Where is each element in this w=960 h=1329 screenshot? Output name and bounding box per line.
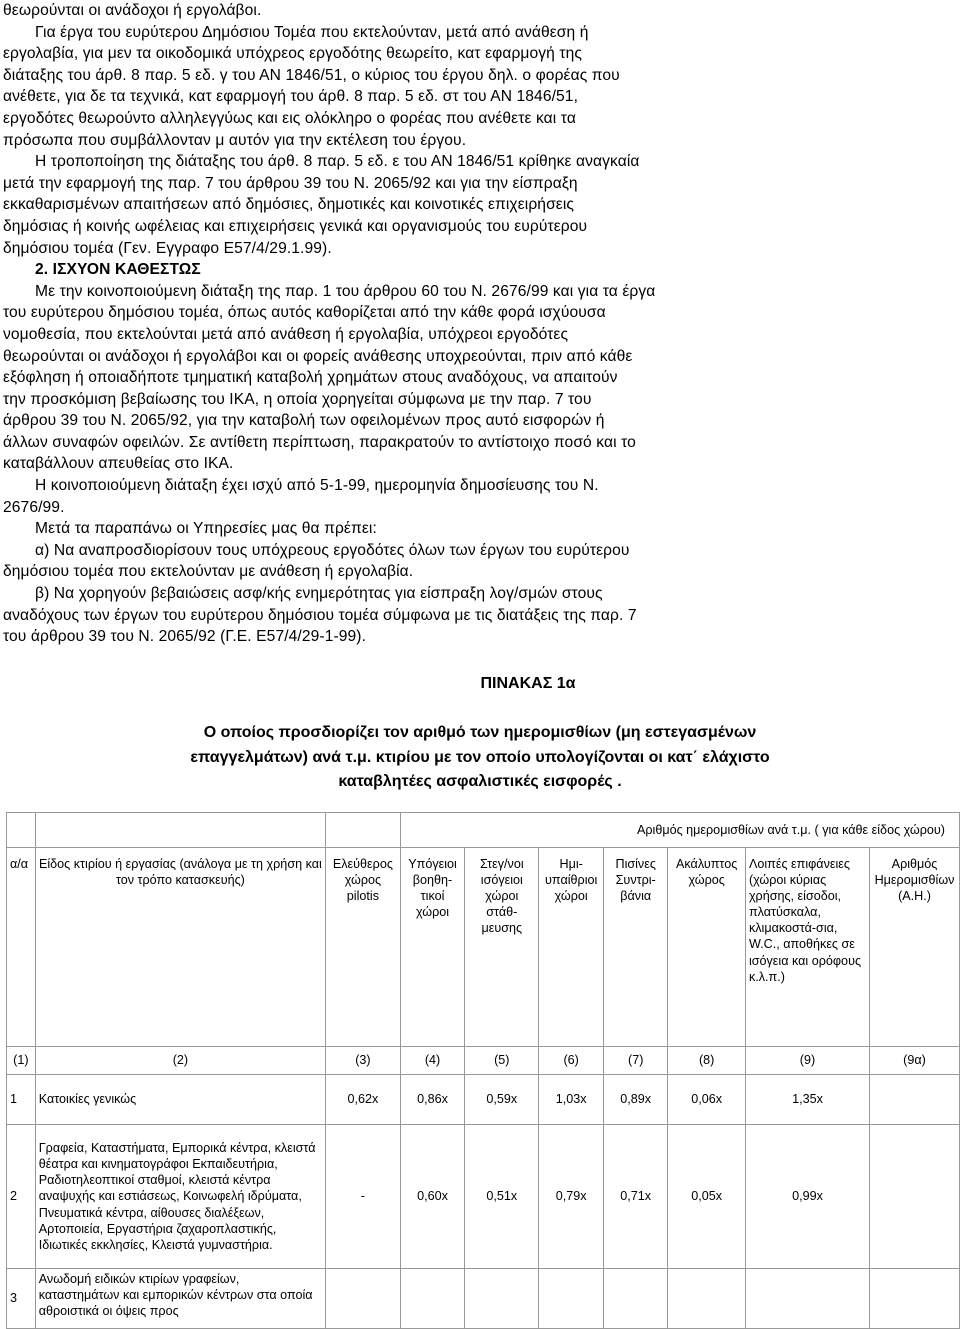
value-cell	[539, 1269, 604, 1329]
header-cell: Πισίνες Συντρι-βάνια	[604, 848, 668, 1047]
table-title: ΠΙΝΑΚΑΣ 1α	[480, 675, 576, 692]
value-cell: 0,05x	[668, 1125, 746, 1269]
row-number: 3	[7, 1269, 36, 1329]
text-line: πρόσωπα που συμβάλλονταν μ αυτόν για την εκτέλεση του έργου.	[3, 131, 467, 149]
header-cell: α/α	[7, 848, 36, 1047]
text-line: του ευρύτερου δημόσιου τομέα, όπως αυτός καθορίζεται από την κάθε φορά ισχύουσα	[3, 304, 606, 322]
table-subtitle-line: επαγγελμάτων) ανά τ.μ. κτιρίου με τον οποίο υπολογίζονται οι κατ΄ ελάχιστο	[190, 748, 770, 766]
text-line: άρθρου 39 του Ν. 2065/92, για την καταβολή των οφειλομένων προς αυτό εισφορών ή	[3, 412, 605, 430]
column-number: (8)	[668, 1047, 746, 1075]
table-row	[7, 1075, 960, 1125]
value-cell	[870, 1125, 960, 1269]
text-line: διάταξης του άρθ. 8 παρ. 5 εδ. γ του ΑΝ 1846/51, ο κύριος του έργου δηλ. ο φορέας που	[3, 66, 620, 84]
column-number: (9α)	[870, 1047, 960, 1075]
text-line: ανέθετε, για δε τα τεχνικά, κατ εφαρμογή του άρθ. 8 παρ. 5 εδ. στ του ΑΝ 1846/51,	[3, 88, 579, 106]
text-line: Μετά τα παραπάνω οι Υπηρεσίες μας θα πρέπει:	[35, 520, 377, 538]
column-number: (5)	[465, 1047, 539, 1075]
group-header: Αριθμός ημερομισθίων ανά τ.μ. ( για κάθε είδος χώρου)	[400, 813, 959, 848]
value-cell: 1,03x	[539, 1075, 604, 1125]
value-cell: 0,59x	[465, 1075, 539, 1125]
blank-cell	[7, 813, 36, 848]
header-cell: Λοιπές επιφάνειες (χώροι κύριας χρήσης, είσοδοι, πλατύσκαλα, κλιμακοστά-σια, W.C., αποθήκες σε ισόγεια και ορόφους κ.λ.π.)	[745, 848, 869, 1047]
row-number: 2	[7, 1125, 36, 1269]
value-cell: 0,62x	[326, 1075, 401, 1125]
text-line: Με την κοινοποιούμενη διάταξη της παρ. 1 του άρθρου 60 του Ν. 2676/99 και για τα έργα	[35, 282, 656, 300]
text-line: άλλων συναφών οφειλών. Σε αντίθετη περίπτωση, παρακρατούν το αντίστοιχο ποσό και το	[3, 433, 636, 451]
value-cell: 0,99x	[745, 1125, 869, 1269]
value-cell	[870, 1269, 960, 1329]
column-number: (2)	[35, 1047, 325, 1075]
row-description: Κατοικίες γενικώς	[35, 1075, 325, 1125]
text-line: δημόσιου τομέα (Γεν. Εγγραφο Ε57/4/29.1.99).	[3, 239, 332, 257]
blank-cell	[326, 813, 401, 848]
table-row	[7, 1269, 960, 1329]
header-cell: Ακάλυπτος χώρος	[668, 848, 746, 1047]
header-cell: Ημι-υπαίθριοι χώροι	[539, 848, 604, 1047]
table-subtitle-line: καταβλητέες ασφαλιστικές εισφορές .	[338, 773, 622, 790]
body-text	[3, 0, 955, 648]
value-cell	[604, 1269, 668, 1329]
column-number: (6)	[539, 1047, 604, 1075]
table-row	[7, 1125, 960, 1269]
blank-cell	[35, 813, 325, 848]
text-line: θεωρούνται οι ανάδοχοι ή εργολάβοι.	[3, 2, 262, 19]
header-cell: Υπόγειοι βοηθη-τικοί χώροι	[400, 848, 465, 1047]
value-cell	[465, 1269, 539, 1329]
header-cell: Στεγ/νοι ισόγειοι χώροι στάθ-μευσης	[465, 848, 539, 1047]
table-subtitle	[0, 721, 960, 795]
value-cell: 0,51x	[465, 1125, 539, 1269]
header-cell: Είδος κτιρίου ή εργασίας (ανάλογα με τη χρήση και τον τρόπο κατασκευής)	[35, 848, 325, 1047]
value-cell	[668, 1269, 746, 1329]
row-number: 1	[7, 1075, 36, 1125]
text-line: Για έργα του ευρύτερου Δημόσιου Τομέα που εκτελούνταν, μετά από ανάθεση ή	[35, 23, 589, 41]
header-row	[7, 848, 960, 1047]
row-description: Ανωδομή ειδικών κτιρίων γραφείων, καταστημάτων και εμπορικών κέντρων στα οποία αθροιστικά οι όψεις προς	[35, 1269, 325, 1329]
column-number: (9)	[745, 1047, 869, 1075]
text-line: εργοδότες θεωρούντο αλληλεγγύως και εις ολόκληρο ο φορέας που ανέθετε και τα	[3, 109, 576, 127]
text-line: αναδόχους των έργων του ευρύτερου δημόσιου τομέα σύμφωνα με τις διατάξεις της παρ. 7	[3, 606, 637, 624]
text-line: νομοθεσία, που εκτελούνται μετά από ανάθεση ή εργολαβία, υπόχρεοι εργοδότες	[3, 325, 569, 343]
header-cell: Ελεύθερος χώρος pilotis	[326, 848, 401, 1047]
text-line: του άρθρου 39 του Ν. 2065/92 (Γ.Ε. Ε57/4/29-1-99).	[3, 628, 367, 646]
text-line: δημόσιας ή κοινής ωφέλειας και επιχειρήσεις γενικά και οργανισμούς του ευρύτερου	[3, 217, 588, 235]
value-cell: -	[326, 1125, 401, 1269]
text-line: εργολαβία, για μεν τα οικοδομικά υπόχρεος εργοδότης θεωρείτο, κατ εφαρμογή της	[3, 45, 583, 63]
value-cell	[400, 1269, 465, 1329]
text-line: 2676/99.	[3, 498, 65, 516]
value-cell	[870, 1075, 960, 1125]
value-cell: 0,71x	[604, 1125, 668, 1269]
value-cell: 0,60x	[400, 1125, 465, 1269]
column-number: (7)	[604, 1047, 668, 1075]
text-line: καταβάλλουν απευθείας στο ΙΚΑ.	[3, 455, 234, 473]
column-number: (3)	[326, 1047, 401, 1075]
text-line: Η τροποποίηση της διάταξης του άρθ. 8 παρ. 5 εδ. ε του ΑΝ 1846/51 κρίθηκε αναγκαία	[35, 153, 640, 171]
text-line: α) Να αναπροσδιορίσουν τους υπόχρεους εργοδότες όλων των έργων του ευρύτερου	[35, 541, 630, 559]
table-subtitle-line: Ο οποίος προσδιορίζει τον αριθμό των ημερομισθίων (μη εστεγασμένων	[203, 724, 757, 741]
text-line: μετά την εφαρμογή της παρ. 7 του άρθρου 39 του Ν. 2065/92 και για την είσπραξη	[3, 174, 578, 192]
value-cell	[745, 1269, 869, 1329]
text-line: Η κοινοποιούμενη διάταξη έχει ισχύ από 5-1-99, ημερομηνία δημοσίευσης του Ν.	[35, 477, 599, 495]
value-cell: 1,35x	[745, 1075, 869, 1125]
value-cell: 0,79x	[539, 1125, 604, 1269]
value-cell: 0,86x	[400, 1075, 465, 1125]
value-cell	[326, 1269, 401, 1329]
header-cell: Αριθμός Ημερομισθίων (Α.Η.)	[870, 848, 960, 1047]
row-description: Γραφεία, Καταστήματα, Εμπορικά κέντρα, κλειστά θέατρα και κινηματογράφοι Εκπαιδευτήρια, Ραδιοτηλεοπτικοί σταθμοί, κλειστά κέντρα αναψυχής και εστιάσεως, Κοινωφελή ιδρύματα, Πνευματικά κέντρα, αίθουσες διαλέξεων, Αρτοποιεία, Εργαστήρια ζαχαροπλαστικής, Ιδιωτικές εκκλησίες, Κλειστά γυμναστήρια.	[35, 1125, 325, 1269]
section-heading: 2. ΙΣΧΥΟΝ ΚΑΘΕΣΤΩΣ	[35, 261, 201, 279]
text-line: εκκαθαρισμένων απαιτήσεων από δημόσιες, δημοτικές και κοινοτικές επιχειρήσεις	[3, 196, 575, 214]
value-cell: 0,06x	[668, 1075, 746, 1125]
column-number: (4)	[400, 1047, 465, 1075]
column-number-row	[7, 1047, 960, 1075]
text-line: την προσκόμιση βεβαίωσης του ΙΚΑ, η οποία χορηγείται σύμφωνα με την παρ. 7 του	[3, 390, 592, 408]
value-cell: 0,89x	[604, 1075, 668, 1125]
text-line: β) Να χορηγούν βεβαιώσεις ασφ/κής ενημερότητας για είσπραξη λογ/σμών στους	[35, 585, 603, 603]
text-line: θεωρούνται οι ανάδοχοι ή εργολάβοι και οι φορείς ανάθεσης υποχρεούνται, πριν από κάθε	[3, 347, 633, 365]
text-line: δημόσιου τομέα που εκτελούνταν με ανάθεση ή εργολαβία.	[3, 563, 414, 581]
text-line: εξόφληση ή οποιαδήποτε τμηματική καταβολή χρημάτων στους αναδόχους, να απαιτούν	[3, 369, 618, 387]
column-number: (1)	[7, 1047, 36, 1075]
wage-days-table	[6, 812, 960, 1329]
